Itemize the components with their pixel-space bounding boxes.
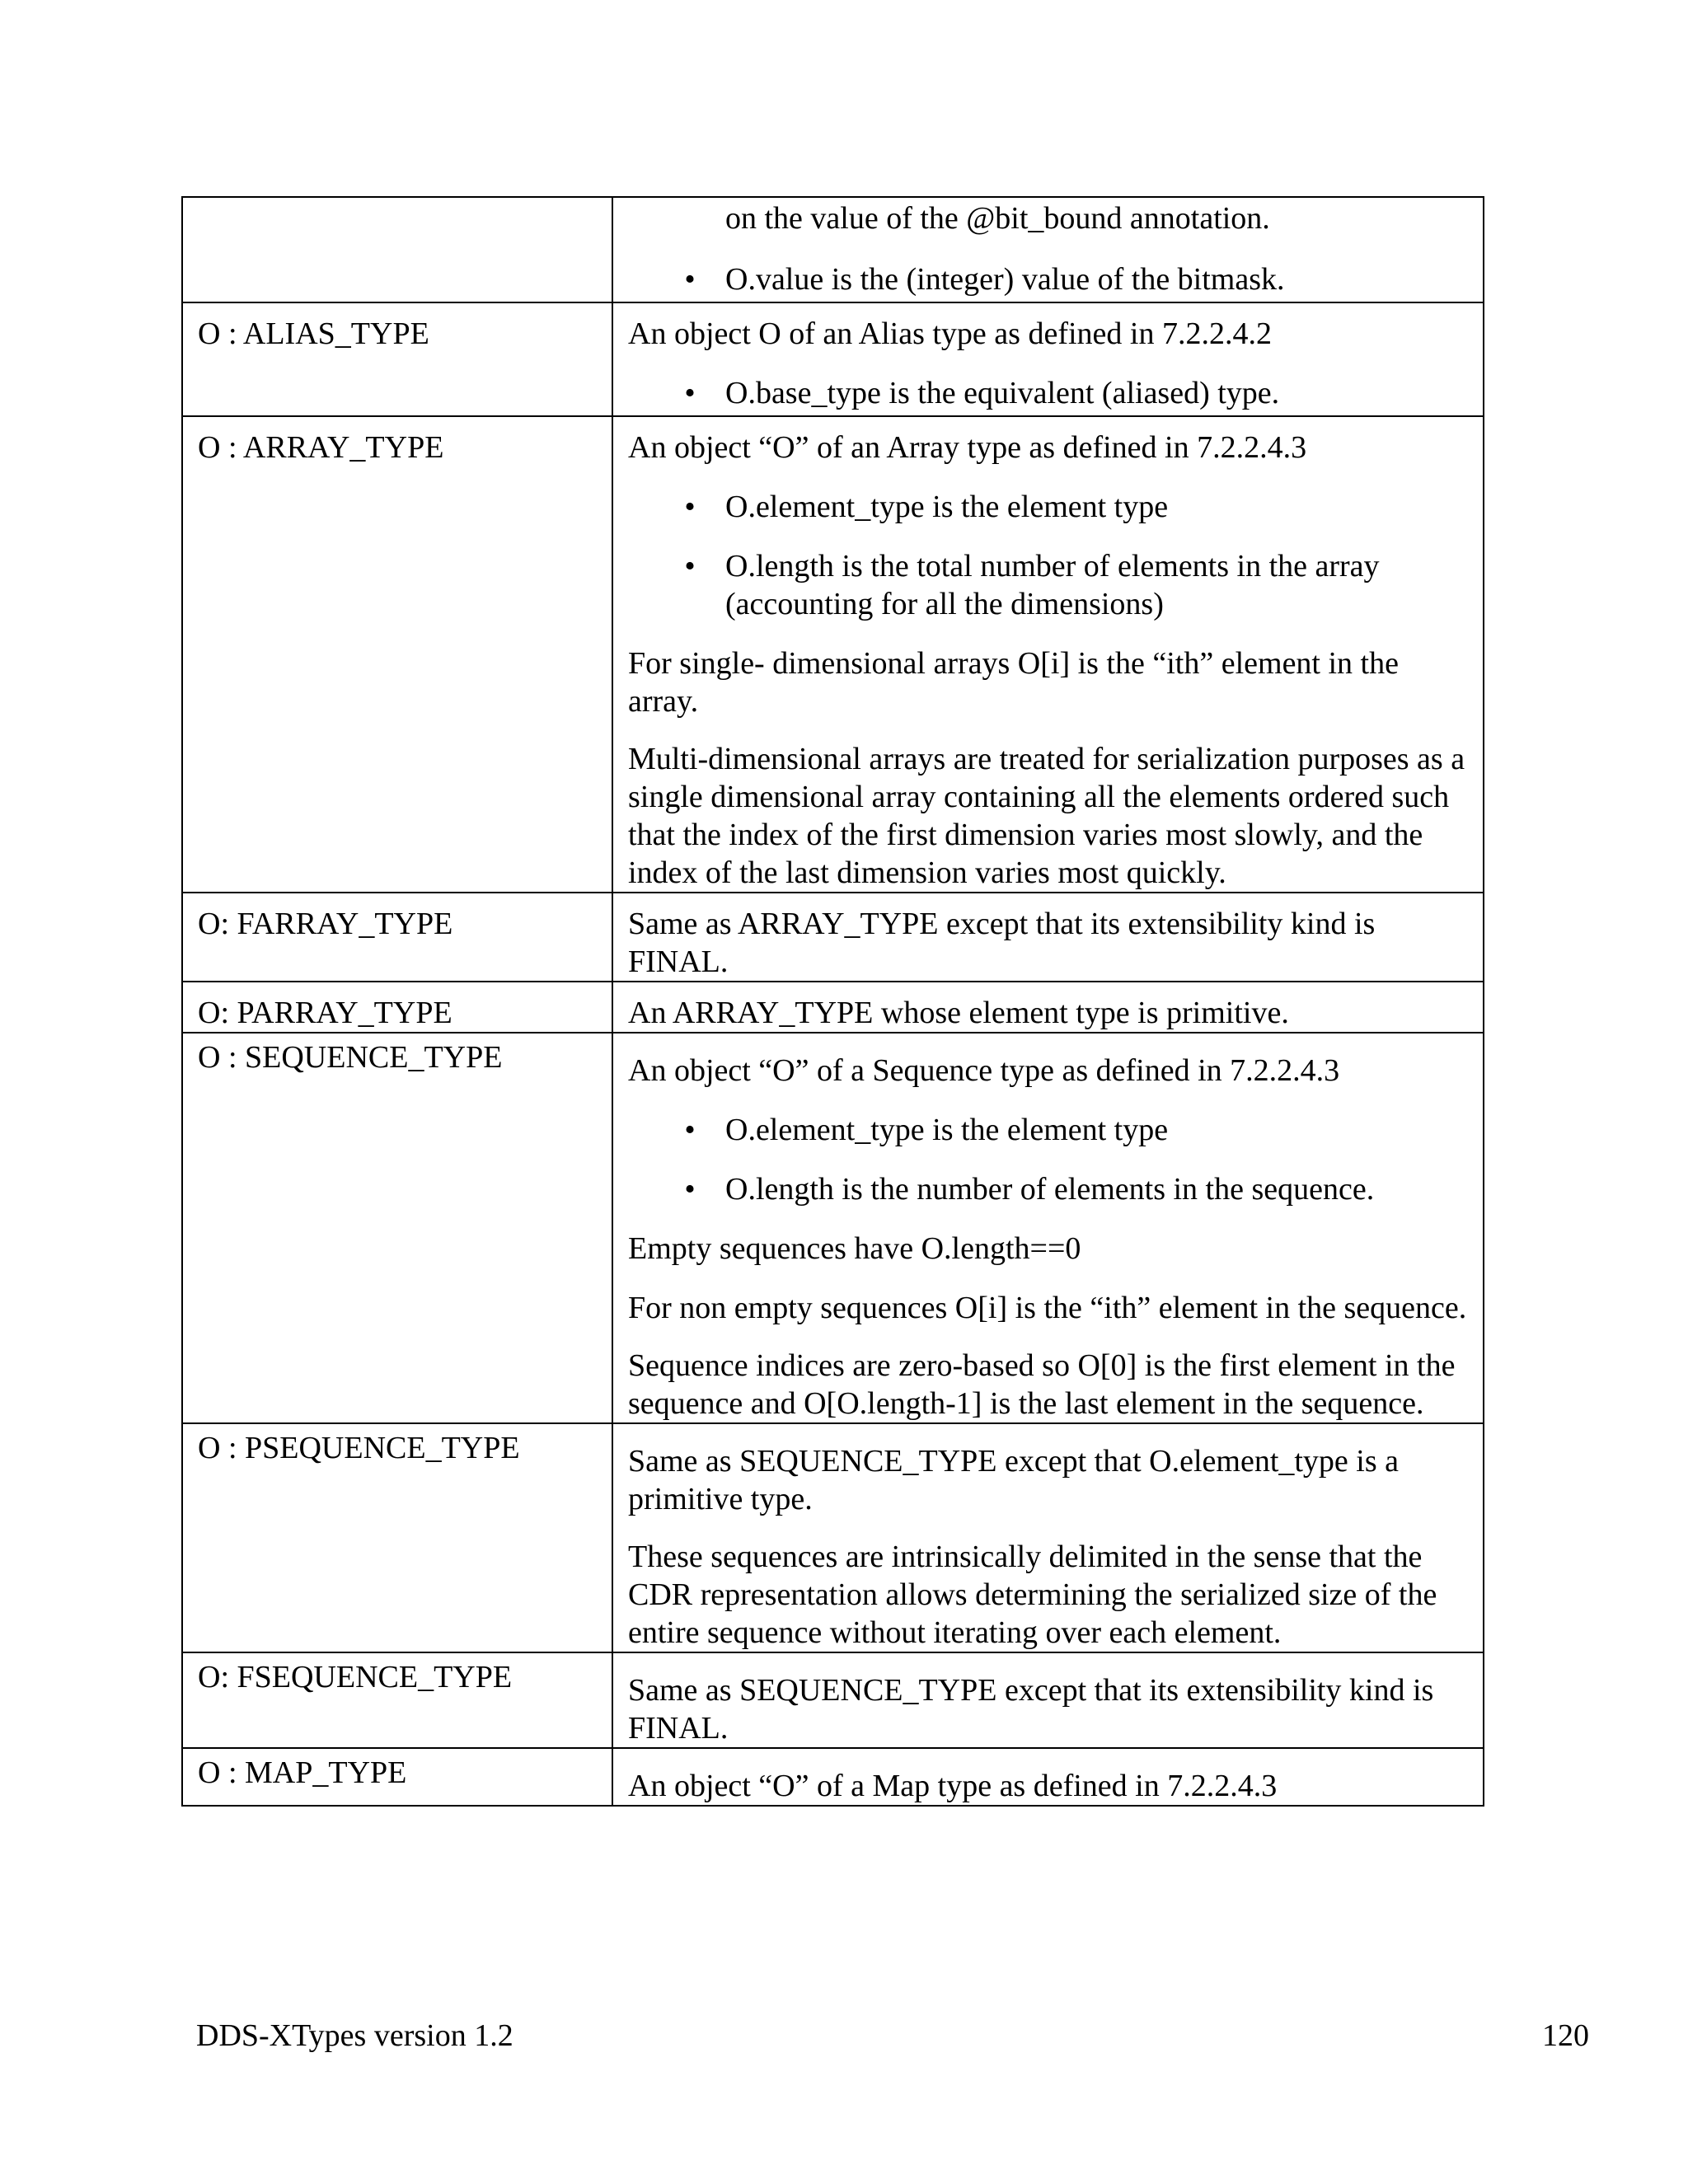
bullet-list: [628, 488, 1473, 623]
type-description-cell: [612, 893, 1484, 982]
type-name-cell: [182, 982, 612, 1033]
type-description-cell: [612, 1748, 1484, 1806]
table-row: [182, 1423, 1484, 1652]
table-row: [182, 1033, 1484, 1423]
bullet-text: O.value is the (integer) value of the bitmask.: [725, 262, 1285, 297]
intro-text: Same as ARRAY_TYPE except that its extensibility kind is FINAL.: [628, 907, 1376, 979]
bullet-list: [628, 374, 1473, 412]
list-item: [628, 1170, 1473, 1208]
footer-page-number: 120: [1542, 2018, 1589, 2053]
list-item: [628, 1111, 1473, 1149]
type-description-cell: [612, 1652, 1484, 1748]
list-item: [628, 547, 1473, 623]
bullet-icon: •: [684, 490, 696, 524]
type-description-cell: [612, 1423, 1484, 1652]
type-description-cell: [612, 982, 1484, 1033]
paragraph-text: These sequences are intrinsically delimited in the sense that the CDR representation allows determining the serialized size of the entire sequence without iterating over each element.: [628, 1540, 1437, 1650]
intro-text: An object “O” of a Map type as defined in 7.2.2.4.3: [628, 1769, 1278, 1803]
type-description-cell: [612, 197, 1484, 302]
paragraph-text: Empty sequences have O.length==0: [628, 1231, 1081, 1266]
intro-text: Same as SEQUENCE_TYPE except that its extensibility kind is FINAL.: [628, 1673, 1434, 1746]
intro-text: An ARRAY_TYPE whose element type is primitive.: [628, 996, 1289, 1030]
type-name: O : ALIAS_TYPE: [198, 316, 429, 351]
intro-text: An object O of an Alias type as defined in 7.2.2.4.2: [628, 316, 1272, 351]
type-name-cell: [182, 416, 612, 893]
type-name-cell: [182, 197, 612, 302]
table-row: [182, 982, 1484, 1033]
type-name: O: FSEQUENCE_TYPE: [198, 1660, 513, 1694]
paragraph-text: For single- dimensional arrays O[i] is the “ith” element in the array.: [628, 646, 1399, 719]
table-row: [182, 893, 1484, 982]
intro-text: Same as SEQUENCE_TYPE except that O.element_type is a primitive type.: [628, 1444, 1400, 1516]
type-name: [183, 198, 612, 209]
bullet-icon: •: [684, 376, 696, 410]
table-row: [182, 302, 1484, 416]
bullet-text: O.element_type is the element type: [725, 1113, 1169, 1147]
type-name: O : PSEQUENCE_TYPE: [198, 1431, 520, 1465]
type-description-cell: [612, 416, 1484, 893]
table-row: [182, 1748, 1484, 1806]
type-name-cell: [182, 1423, 612, 1652]
paragraph-text: For non empty sequences O[i] is the “ith” element in the sequence.: [628, 1291, 1467, 1325]
type-definition-table: [181, 196, 1484, 1807]
type-name-cell: [182, 1748, 612, 1806]
type-name-cell: [182, 1652, 612, 1748]
bullet-icon: •: [684, 262, 696, 297]
bullet-text: O.element_type is the element type: [725, 490, 1169, 524]
continuation-text: on the value of the @bit_bound annotation.: [725, 201, 1270, 236]
paragraph-text: Sequence indices are zero-based so O[0] is the first element in the sequence and O[O.length-1] is the last element in the sequence.: [628, 1348, 1456, 1421]
intro-text: An object “O” of an Array type as defined in 7.2.2.4.3: [628, 430, 1307, 465]
bullet-text: O.length is the number of elements in the sequence.: [725, 1172, 1375, 1207]
table-row: [182, 197, 1484, 302]
list-item: [628, 260, 1473, 298]
type-name: O : MAP_TYPE: [198, 1755, 407, 1790]
bullet-icon: •: [684, 1113, 696, 1147]
type-name-cell: [182, 893, 612, 982]
type-name-cell: [182, 1033, 612, 1423]
type-name: O: PARRAY_TYPE: [198, 996, 452, 1030]
footer-document-title: DDS-XTypes version 1.2: [196, 2018, 513, 2053]
type-name: O : SEQUENCE_TYPE: [198, 1040, 503, 1075]
list-item: [628, 374, 1473, 412]
type-name: O : ARRAY_TYPE: [198, 430, 444, 465]
paragraph-text: Multi-dimensional arrays are treated for serialization purposes as a single dimensional array containing all the elements ordered such that the index of the first dimension varies most slowly, and the index of the last dimension varies most quickly.: [628, 742, 1465, 890]
table-row: [182, 416, 1484, 893]
bullet-list: [628, 1111, 1473, 1208]
type-name: O: FARRAY_TYPE: [198, 907, 453, 941]
type-name-cell: [182, 302, 612, 416]
bullet-text: O.base_type is the equivalent (aliased) type.: [725, 376, 1280, 410]
type-description-cell: [612, 1033, 1484, 1423]
bullet-icon: •: [684, 549, 696, 583]
type-description-cell: [612, 302, 1484, 416]
bullet-text: O.length is the total number of elements in the array (accounting for all the dimensions): [725, 549, 1380, 621]
intro-text: An object “O” of a Sequence type as defined in 7.2.2.4.3: [628, 1053, 1340, 1088]
table-row: [182, 1652, 1484, 1748]
bullet-icon: •: [684, 1172, 696, 1207]
bullet-list: [628, 260, 1473, 298]
list-item: [628, 488, 1473, 526]
